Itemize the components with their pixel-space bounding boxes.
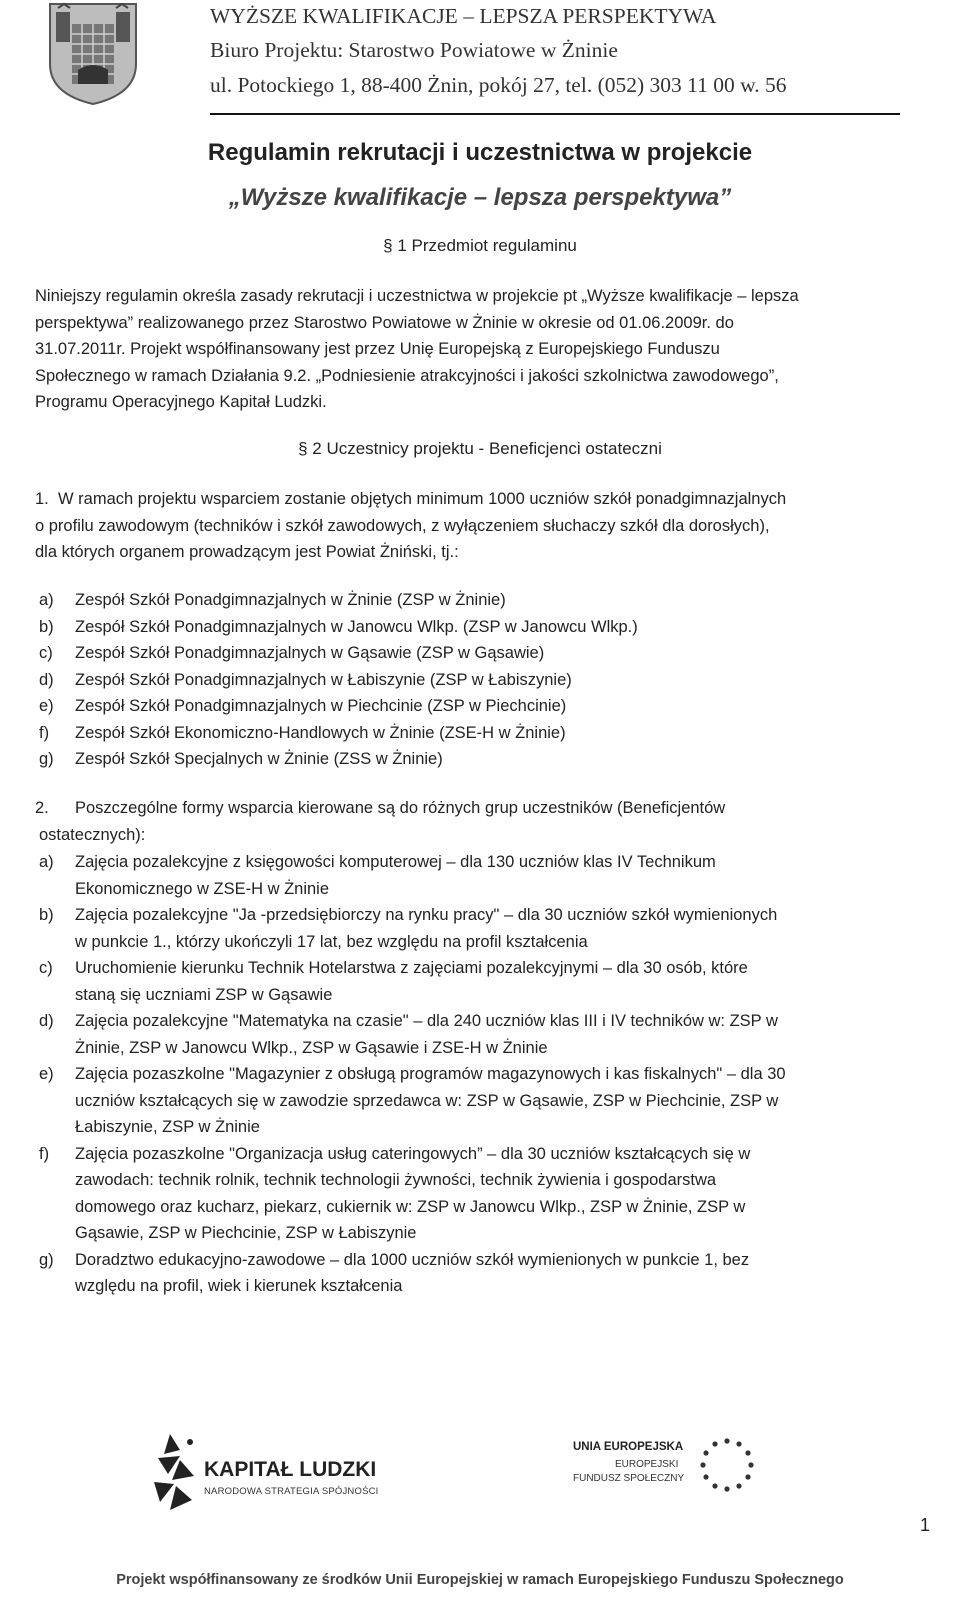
list-label: d)	[39, 1012, 54, 1030]
kapital-ludzki-subtitle: NARODOWA STRATEGIA SPÓJNOŚCI	[204, 1486, 379, 1497]
list-label: c)	[39, 644, 53, 662]
text-line: Społecznego w ramach Działania 9.2. „Podniesienie atrakcyjności i jakości szkolnictwa zawodowego”,	[35, 366, 779, 385]
list-label: d)	[39, 670, 54, 689]
text-line: dla których organem prowadzącym jest Powiat Żniński, tj.:	[35, 543, 459, 561]
list-item-line: zawodach: technik rolnik, technik technologii żywności, technik żywienia i gospodarstwa	[75, 1171, 717, 1189]
list-label: a)	[39, 853, 54, 871]
section-2-heading: § 2 Uczestnicy projektu - Beneficjenci ostateczni	[298, 439, 662, 458]
list-item-line: domowego oraz kucharz, piekarz, cukiernik w: ZSP w Janowcu Wlkp., ZSP w Żninie, ZSP w	[75, 1197, 746, 1216]
list-item: Zespół Szkół Ponadgimnazjalnych w Łabiszynie (ZSP w Łabiszynie)	[75, 670, 572, 689]
document-title: Regulamin rekrutacji i uczestnictwa w projekcie	[207, 139, 753, 166]
list-item-line: Doradztwo edukacyjno-zawodowe – dla 1000 uczniów szkół wymienionych w punkcie 1, bez	[75, 1250, 750, 1269]
text-line	[39, 795, 927, 822]
list-item-line: Żninie, ZSP w Janowcu Wlkp., ZSP w Gąsawie i ZSE-H w Żninie	[75, 1038, 548, 1057]
kapital-ludzki-title: KAPITAŁ LUDZKI	[204, 1458, 377, 1481]
list-number: 1.	[35, 490, 49, 508]
list-item-line: Zajęcia pozalekcyjne "Ja -przedsiębiorczy na rynku pracy" – dla 30 uczniów szkół wymienionych	[75, 906, 778, 924]
list-item-line: Ekonomicznego w ZSE-H w Żninie	[75, 879, 330, 898]
list-item-line: w punkcie 1., którzy ukończyli 17 lat, bez względu na profil kształcenia	[75, 932, 588, 951]
section-1-heading: § 1 Przedmiot regulaminu	[383, 236, 577, 255]
list-item: Zespół Szkół Ponadgimnazjalnych w Żninie (ZSP w Żninie)	[75, 591, 506, 609]
list-label: e)	[39, 697, 54, 715]
text-line: o profilu zawodowym (techników i szkół zawodowych, z wyłączeniem słuchaczy szkół dla dorosłych),	[35, 516, 770, 535]
list-label: g)	[39, 1250, 54, 1269]
list-number: 2.	[35, 799, 49, 817]
kapital-ludzki-logo	[150, 1430, 410, 1520]
list-item: Zespół Szkół Ponadgimnazjalnych w Janowcu Wlkp. (ZSP w Janowcu Wlkp.)	[75, 617, 638, 636]
list-item-line: Uruchomienie kierunku Technik Hotelarstwa z zajęciami pozalekcyjnymi – dla 30 osób, które	[75, 959, 748, 977]
list-label: b)	[39, 617, 54, 636]
list-label: b)	[39, 906, 54, 924]
text-span: Poszczególne formy wsparcia kierowane są do różnych grup uczestników (Beneficjentów	[75, 799, 726, 817]
list-item-line: Zajęcia pozalekcyjne "Matematyka na czasie" – dla 240 uczniów klas III i IV techników w: ZSP w	[75, 1012, 778, 1030]
list-item: Zespół Szkół Ponadgimnazjalnych w Piechcinie (ZSP w Piechcinie)	[75, 697, 567, 715]
list-item-line: staną się uczniami ZSP w Gąsawie	[75, 985, 333, 1004]
list-item-line: Łabiszynie, ZSP w Żninie	[75, 1118, 260, 1136]
text-line: 31.07.2011r. Projekt współfinansowany jest przez Unię Europejską z Europejskiego Funduszu	[35, 340, 720, 358]
text-line: Niniejszy regulamin określa zasady rekrutacji i uczestnictwa w projekcie pt „Wyższe kwalifikacje – lepsza	[35, 287, 799, 305]
eu-line-1: EUROPEJSKI	[615, 1459, 679, 1470]
header-project-name: WYŻSZE KWALIFIKACJE – LEPSZA PERSPEKTYWA	[210, 4, 717, 28]
text-line: Programu Operacyjnego Kapitał Ludzki.	[35, 393, 327, 411]
list-item-line: względu na profil, wiek i kierunek kształcenia	[75, 1277, 403, 1295]
list-label: c)	[39, 959, 53, 977]
eu-line-2: FUNDUSZ SPOŁECZNY	[573, 1473, 685, 1484]
text-line: perspektywa” realizowanego przez Starostwo Powiatowe w Żninie w okresie od 01.06.2009r. do	[35, 313, 734, 332]
list-item-line: Zajęcia pozaszkolne "Magazynier z obsługą programów magazynowych i kas fiskalnych" – dla 30	[75, 1065, 786, 1083]
list-item: Zespół Szkół Ponadgimnazjalnych w Gąsawie (ZSP w Gąsawie)	[75, 644, 545, 662]
header-address: ul. Potockiego 1, 88-400 Żnin, pokój 27, tel. (052) 303 11 00 w. 56	[210, 73, 787, 97]
text-line: W ramach projektu wsparciem zostanie objętych minimum 1000 uczniów szkół ponadgimnazjalnych	[58, 490, 787, 508]
page-number: 1	[920, 1515, 931, 1535]
kapital-ludzki-emblem-icon	[150, 1430, 198, 1520]
header-divider	[210, 113, 900, 115]
text-line: ostatecznych):	[39, 825, 146, 844]
eu-stars-icon	[695, 1433, 759, 1497]
list-label: e)	[39, 1065, 54, 1083]
header-office: Biuro Projektu: Starostwo Powiatowe w Żninie	[210, 38, 618, 62]
list-item-line: Gąsawie, ZSP w Piechcinie, ZSP w Łabiszynie	[75, 1224, 417, 1242]
list-label: f)	[39, 1144, 50, 1163]
list-label: a)	[39, 591, 54, 609]
coat-of-arms-logo	[48, 2, 138, 106]
eu-title: UNIA EUROPEJSKA	[573, 1441, 684, 1453]
footer-note: Projekt współfinansowany ze środków Unii Europejskiej w ramach Europejskiego Funduszu Społecznego	[116, 1572, 844, 1588]
document-subtitle: „Wyższe kwalifikacje – lepsza perspektywa”	[228, 184, 732, 211]
list-item: Zespół Szkół Ekonomiczno-Handlowych w Żninie (ZSE-H w Żninie)	[75, 723, 566, 742]
list-item-line: Zajęcia pozalekcyjne z księgowości komputerowej – dla 130 uczniów klas IV Technikum	[75, 853, 716, 871]
list-label: f)	[39, 723, 50, 742]
list-label: g)	[39, 750, 54, 768]
list-item: Zespół Szkół Specjalnych w Żninie (ZSS w Żninie)	[75, 750, 443, 768]
eu-social-fund-logo	[565, 1435, 805, 1505]
list-item-line: Zajęcia pozaszkolne "Organizacja usług cateringowych” – dla 30 uczniów kształcących się w	[75, 1144, 751, 1163]
list-item-line: uczniów kształcących się w zawodzie sprzedawca w: ZSP w Gąsawie, ZSP w Piechcinie, ZSP w	[75, 1091, 779, 1110]
